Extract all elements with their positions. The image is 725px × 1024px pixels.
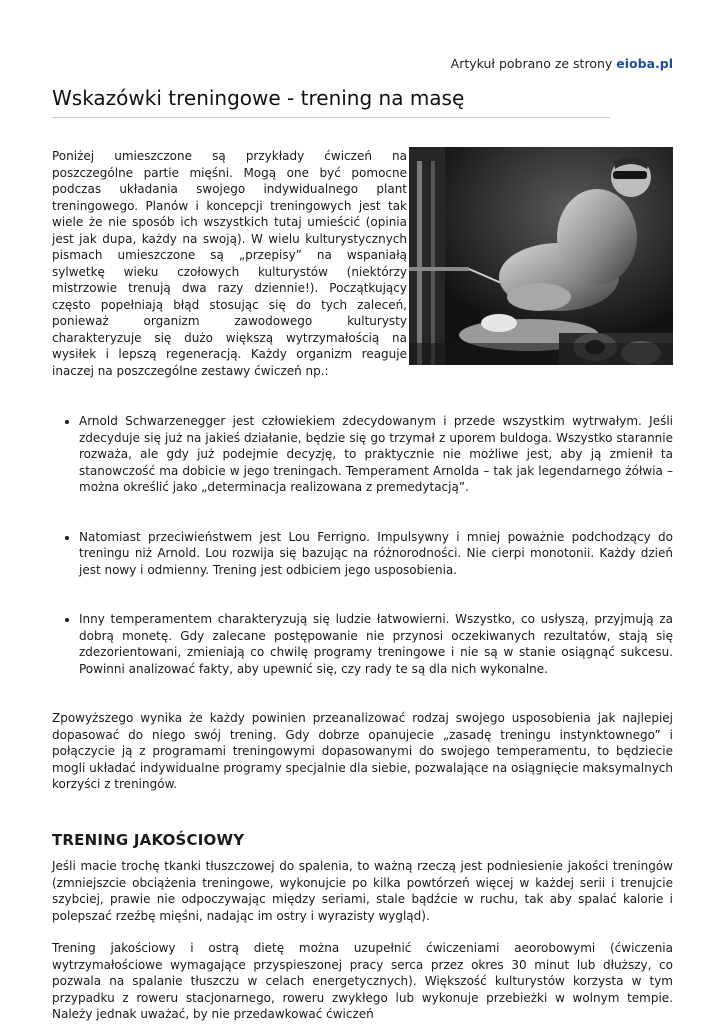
article-body xyxy=(52,140,673,1023)
list-item: • Arnold Schwarzenegger jest człowiekiem zdecydowanym i przede wszystkim wytrwałym. Jeśli zdecyduje się już na jakieś działanie, będzie się go trzymał z uporem buldoga. Wszystko starannie rozważa, ale gdy już podejmie decyzję, to praktycznie nie możliwe jest, aby ją zmienił ta stanowczość ma dobicie w jego treningach. Temperament Arnolda – tak jak legendarnego żółwia – można określić jako „determinacja realizowana z premedytacją”. xyxy=(79,413,673,496)
bodybuilder-photo xyxy=(409,147,673,365)
temperament-list xyxy=(52,413,673,677)
list-item: • Inny temperamentem charakteryzują się ludzie łatwowierni. Wszystko, co usłyszą, przyjmują za dobrą monetę. Gdy zalecane postępowanie nie przynosi oczekiwanych rezultatów, stają się zdezorientowani, zmieniają co chwilę programy treningowe i nie są w stanie osiągnąć sukcesu. Powinni analizować fakty, aby upewnić się, czy rady te są dla nich wykonalne. xyxy=(79,611,673,677)
bodybuilder-illustration xyxy=(409,147,673,365)
source-attribution xyxy=(451,56,673,71)
source-link[interactable]: eioba.pl xyxy=(616,56,673,71)
page-title: Wskazówki treningowe - trening na masę xyxy=(52,86,465,110)
intro-paragraph: Poniżej umieszczone są przykłady ćwiczeń na poszczególne partie mięśni. Mogą one być pomocne podczas układania swojego indywidualnego plant treningowego. Planów i koncepcji treningowych jest tak wiele że nie sposób ich wszystkich tutaj umieścić (opinia jest jak dupa, każdy na swoją). W wielu kulturystycznych pismach umieszczone są „przepisy” na wspaniałą sylwetkę wieku czołowych kulturystów (niektórzy mistrzowie trenują dwa razy dziennie!). Początkujący często popełniają błąd stosując się do tych zaleceń, ponieważ organizm zawodowego kulturysty charakteryzuje się dużo większą wytrzymałością na wysiłek i lepszą regeneracją. Każdy organizm reaguje inaczej na poszczególne zestawy ćwiczeń np.: xyxy=(52,149,407,378)
summary-paragraph: Zpowyższego wynika że każdy powinien przeanalizować rodzaj swojego usposobienia jak najlepiej dopasować do niego swój trening. Gdy dobrze opanujecie „zasadę treningu instynktownego” i połączycie ją z programami treningowymi dopasowanymi do swojego temperamentu, to będziecie mogli układać indywidualne programy specjalnie dla siebie, pozwalające na osiągnięcie maksymalnych korzyści z treningów. xyxy=(52,711,673,791)
section-heading: TRENING JAKOŚCIOWY xyxy=(52,830,245,849)
title-divider xyxy=(52,117,610,118)
section-paragraph-2: Trening jakościowy i ostrą dietę można uzupełnić ćwiczeniami aeorobowymi (ćwiczenia wytrzymałościowe wymagające przyspieszonej pracy serca przez okres 30 minut lub dłuższy, co pozwala na spalanie tłuszczu w celach energetycznych). Większość kulturystów korzysta w tym przypadku z roweru stacjonarnego, roweru zwykłego lub wykonuje przebieżki w wolnym tempie. Należy jednak uważać, by nie przedawkować ćwiczeń xyxy=(52,941,673,1021)
source-prefix: Artykuł pobrano ze strony xyxy=(450,56,613,71)
section-paragraph-1: Jeśli macie trochę tkanki tłuszczowej do spalenia, to ważną rzeczą jest podniesienie jakości treningów (zmniejszcie obciążenia treningowe, wykonujcie po kilka powtórzeń więcej w każdej serii i trenujcie szybciej, prawie nie odpoczywając między seriami, stale bądźcie w ruchu, tak aby spalać kalorie i polepszać rzeźbę mięśni, nadając im ostry i wyrazisty wygląd). xyxy=(52,859,673,923)
list-item: • Natomiast przeciwieństwem jest Lou Ferrigno. Impulsywny i mniej poważnie podchodzący do treningu niż Arnold. Lou rozwija się bazując na różnorodności. Nie cierpi monotonii. Każdy dzień jest nowy i odmienny. Trening jest odbiciem jego usposobienia. xyxy=(79,529,673,579)
